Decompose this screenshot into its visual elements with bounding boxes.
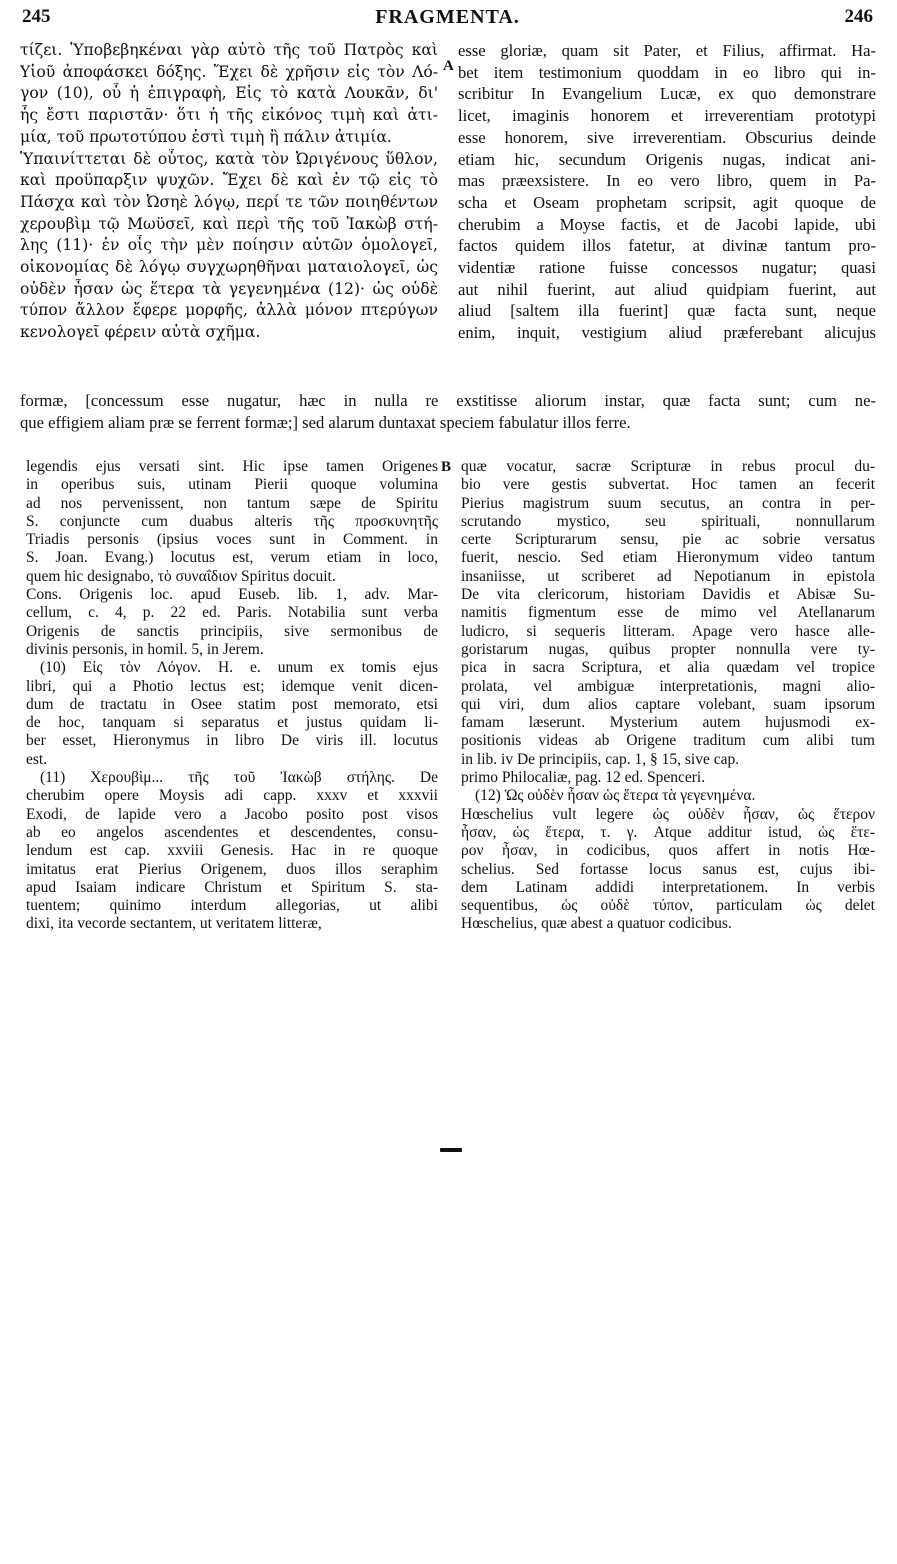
note-line: Origenis de sanctis principiis, sive sermonibus de — [26, 622, 438, 640]
latin-line: esse gloriæ, quam sit Pater, et Filius, affirmat. Ha- — [458, 41, 876, 60]
full-width-translation — [20, 390, 876, 433]
greek-line: χερουβὶμ τῷ Μωϋσεῖ, καὶ περὶ τῆς τοῦ Ἰακὼβ στή- — [20, 214, 438, 233]
note-line: in operibus suis, utinam Pierii quoque volumina — [26, 476, 438, 494]
greek-line: τύπον ἄλλον ἔφερε μορφῆς, ἀλλὰ μόνον πτερύγων — [20, 301, 438, 320]
note-line: prolata, vel ambiguæ interpretationis, magni alio- — [461, 677, 875, 695]
greek-line: καὶ προϋπαρξιν ψυχῶν. Ἔχει δὲ καὶ ἐν τῷ εἰς τὸ — [20, 171, 438, 190]
greek-line: οἰκονομίας δὲ λόγῳ συγχωρηθῆναι ματαιολογεῖ, ὡς — [20, 258, 438, 277]
greek-line: μία, τοῦ πρωτοτύπου ἐστὶ τιμὴ ἢ πάλιν ἀτιμία. — [20, 127, 392, 146]
latin-line: scha et Oseam prophetam scripsit, agit quoque de — [458, 192, 876, 212]
running-title: FRAGMENTA. — [375, 6, 520, 28]
end-rule — [440, 1148, 462, 1152]
note-line: apud Isaiam indicare Christum et Spiritum S. sta- — [26, 878, 438, 896]
note-line: quæ vocatur, sacræ Scripturæ in rebus procul du- — [461, 458, 875, 475]
note-line: (11) Χερουβὶμ... τῆς τοῦ Ἰακὼβ στήλης. De — [40, 769, 438, 787]
note-line: Triadis personis (ipsius voces sunt in Comment. in — [26, 531, 438, 549]
greek-line: κενολογεῖ φέρειν αὐτὰ σχῆμα. — [20, 323, 261, 342]
note-line: S. Joan. Evang.) locutus est, verum etiam in loco, — [26, 549, 438, 567]
note-line: in lib. iv De principiis, cap. 1, § 15, sive cap. — [461, 750, 740, 768]
note-line: dem Latinam addidi interpretationem. In verbis — [461, 878, 875, 896]
note-line: positionis videas ab Origene traditum cum alibi tum — [461, 732, 875, 750]
note-line: lendum est cap. xxviii Genesis. Hac in re quoque — [26, 842, 438, 860]
note-line: legendis ejus versati sint. Hic ipse tamen Origenes — [26, 458, 438, 475]
note-line: ad nos pervenissent, non tantum sæpe de Spiritu — [26, 494, 438, 512]
latin-line: aliud [saltem illa fuerint] quæ facta sunt, neque — [458, 301, 876, 321]
note-line: dixi, ita vecorde sectantem, ut veritatem litteræ, — [26, 915, 322, 933]
note-line: S. conjuncte cum duabus alteris τῆς προσκυνητῆς — [26, 512, 438, 530]
note-line: sequentibus, ὡς οὐδὲ τύπον, particulam ὡς delet — [461, 897, 875, 915]
note-line: primo Philocaliæ, pag. 12 ed. Spenceri. — [461, 769, 706, 787]
greek-line: γον (10), οὗ ἡ ἐπιγραφὴ, Εἰς τὸ κατὰ Λουκᾶν, δι' — [20, 84, 438, 103]
full-width-line: que effigiem aliam præ se ferrent formæ;] sed alarum duntaxat speciem fabulatur illos ferre. — [20, 412, 631, 432]
note-line: Exodi, de lapide vero a Jacobo posito post visos — [26, 805, 438, 823]
greek-text-column — [20, 40, 438, 344]
note-line: tuentem; quinimo interdum allegorias, ut alibi — [26, 897, 438, 915]
note-line: schelius. Sed fortasse locus sanus est, cujus ibi- — [461, 860, 875, 878]
latin-line: cherubim a Moyse factis, et de Jacobi lapide, ubi — [458, 214, 876, 234]
column-marker-a: A — [443, 58, 454, 74]
column-marker-b: B — [441, 459, 452, 475]
latin-line: licet, imaginis honorem et irreverentiam prototypi — [458, 106, 876, 126]
note-line: dum de tractatu in Osee statim post memorato, etsi — [26, 695, 438, 713]
note-line: imitatus erat Pierius Origenem, duos illos seraphim — [26, 860, 438, 878]
note-line: cellum, c. 4, p. 22 ed. Paris. Notabilia sunt verba — [26, 604, 438, 622]
page-number-right: 246 — [844, 6, 873, 27]
note-line: libri, qui a Photio lectus est; idemque venit dicen- — [26, 677, 438, 695]
greek-line: Πάσχα καὶ τὸν Ὠσηὲ λόγῳ, περί τε τῶν ποιηθέντων — [20, 192, 438, 211]
latin-line: videntiæ ratione fuisse concessos nugatur; quasi — [458, 258, 876, 278]
greek-line: ἧς ἔστι παριστᾶν· ὅτι ἡ τῆς εἰκόνος τιμὴ καὶ ἀτι- — [20, 106, 438, 125]
note-line: Hœschelius, quæ abest a quatuor codicibus. — [461, 915, 732, 933]
note-line: ἦσαν, ὡς ἕτερα, τ. γ. Atque additur istud, ὡς ἕτε- — [461, 823, 875, 841]
note-line: insaniisse, ut scriberet ad Nepotianum in epistola — [461, 567, 875, 585]
latin-line: mas præexsistere. In eo vero libro, quem in Pa- — [458, 171, 876, 191]
note-line: est. — [26, 750, 48, 768]
notes-left-column — [26, 458, 438, 934]
note-line: (12) Ὡς οὐδὲν ἦσαν ὡς ἕτερα τὰ γεγενημένα. — [475, 787, 756, 805]
greek-line: οὐδὲν ἦσαν ὡς ἕτερα τὰ γεγενημένα (12)· ὡς οὐδὲ — [20, 279, 438, 298]
note-line: quem hic designabo, τὸ συναΐδιον Spiritus docuit. — [26, 567, 336, 585]
note-line: Hœschelius vult legere ὡς οὐδὲν ἦσαν, ὡς ἕτερον — [461, 805, 875, 823]
note-line: ab eo angelos ascendentes et descendentes, consu- — [26, 823, 438, 841]
running-header — [22, 6, 873, 32]
note-line: (10) Εἰς τὸν Λόγον. H. e. unum ex tomis ejus — [40, 659, 438, 677]
page-number-left: 245 — [22, 6, 51, 27]
latin-line: aut nihil fuerint, aut aliud quidpiam fuerint, aut — [458, 279, 876, 299]
note-line: pica in sacra Scriptura, et alia quædam vel tropice — [461, 659, 875, 677]
greek-line: Υἱοῦ ἀποφάσκει δόξης. Ἔχει δὲ χρῆσιν εἰς τὸν Λό- — [20, 62, 438, 81]
latin-line: esse honorem, sive irreverentiam. Obscurius deinde — [458, 127, 876, 147]
note-line: goristarum nugas, quibus propter nonnulla vere ty- — [461, 640, 875, 658]
note-line: scrutando mystico, seu spirituali, nonnullarum — [461, 512, 875, 530]
greek-line: Ὑπαινίττεται δὲ οὗτος, κατὰ τὸν Ὠριγένους ὕθλον, — [20, 149, 438, 168]
note-line: divinis personis, in homil. 5, in Jerem. — [26, 640, 264, 658]
latin-line: bet item testimonium quoddam in eo libro qui in- — [458, 62, 876, 82]
note-line: ludicro, si sequeris litteram. Apage vero hasce alle- — [461, 622, 875, 640]
note-line: famam læserunt. Mysterium autem hujusmodi ex- — [461, 714, 875, 732]
note-line: ρον ἦσαν, in codicibus, quos affert in notis Hœ- — [461, 842, 875, 860]
note-line: bio vere gestis subvertat. Hoc tamen an fecerit — [461, 476, 875, 494]
note-line: fuerit, nescio. Sed etiam Hieronymum video tantum — [461, 549, 875, 567]
notes-right-column — [461, 458, 875, 934]
note-line: ber esset, Hieronymus in libro De viris ill. locutus — [26, 732, 438, 750]
note-line: de hoc, tanquam si separatus et justus quidam li- — [26, 714, 438, 732]
latin-line: etiam hic, secundum Origenis nugas, indicat ani- — [458, 149, 876, 169]
latin-line: scribitur In Evangelium Lucæ, ex quo demonstrare — [458, 84, 876, 104]
note-line: Pierius magistrum suum secutus, an contra in per- — [461, 494, 875, 512]
full-width-line: formæ, [concessum esse nugatur, hæc in nulla re exstitisse aliorum instar, quæ facta sunt; cum ne- — [20, 391, 876, 410]
latin-line: enim, inquit, vestigium aliud præferebant alicujus — [458, 323, 876, 343]
note-line: cherubim opere Moysis adi capp. xxxv et xxxvii — [26, 787, 438, 805]
greek-line: τίζει. Ὑποβεβηκέναι γὰρ αὐτὸ τῆς τοῦ Πατρὸς καὶ — [20, 41, 438, 59]
greek-line: λης (11)· ἐν οἷς τὴν μὲν ποίησιν αὐτῶν ὁμολογεῖ, — [20, 236, 438, 255]
note-line: namitis figmentum esse de mimo vel Atellanarum — [461, 604, 875, 622]
note-line: qui viri, dum alios captare volebant, suam ipsorum — [461, 695, 875, 713]
note-line: Cons. Origenis loc. apud Euseb. lib. 1, adv. Mar- — [26, 586, 438, 604]
note-line: certe Scripturarum sensu, pie ac sobrie versatus — [461, 531, 875, 549]
latin-line: factos quidem illos fatetur, at divinæ tantum pro- — [458, 236, 876, 256]
note-line: De vita clericorum, historiam Davidis et Abisæ Su- — [461, 586, 875, 604]
latin-translation-column — [458, 40, 876, 344]
